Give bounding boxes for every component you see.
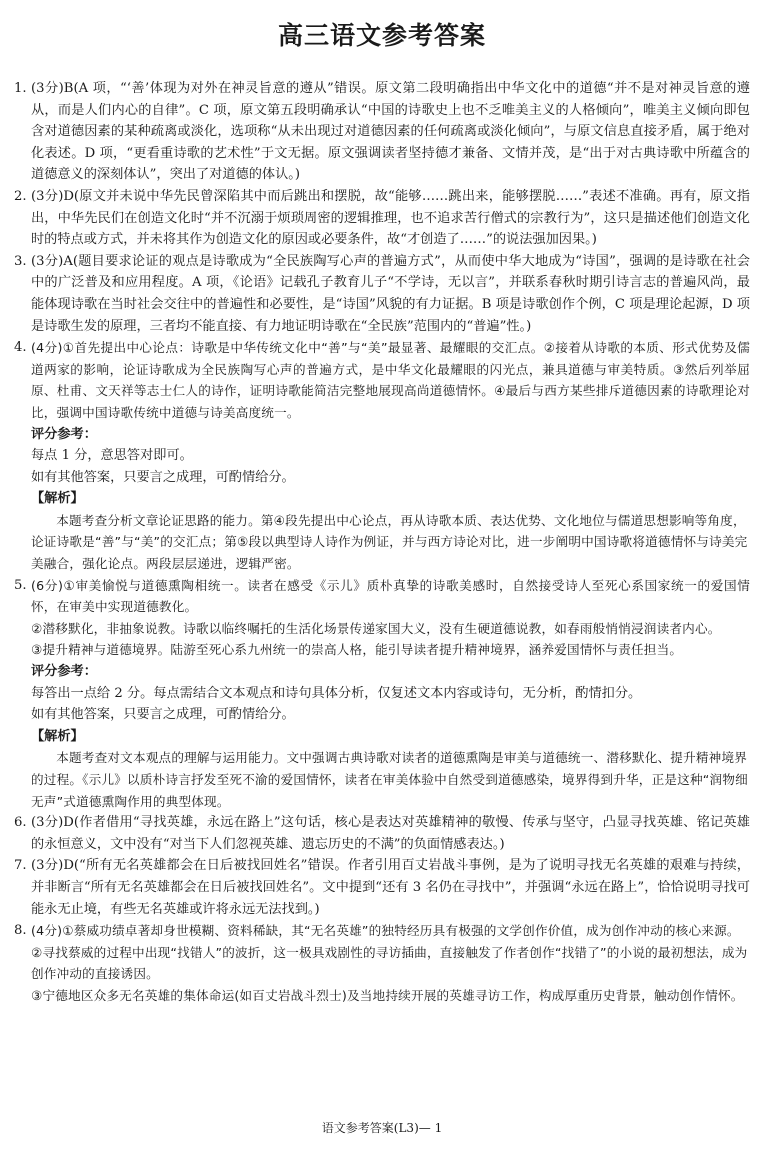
analysis-text: 本题考查对文本观点的理解与运用能力。文中强调古典诗歌对读者的道德熏陶是审美与道德统一、潜移默化、提升精神境界的过程。《示儿》以质朴诗言抒发至死不渝的爱国情怀，读者在审美体验中自然受到道德感染，境界得到升华，正是这种“润物细无声”式道德熏陶作用的典型体现。: [31, 750, 748, 809]
analysis-text: 本题考查分析文章论证思路的能力。第④段先提出中心论点，再从诗歌本质、表达优势、文化地位与儒道思想影响等角度，论证诗歌是“善”与“美”的交汇点；第⑤段以典型诗人诗作为例证，并与西方诗论对比，进一步阐明中国诗歌将道德情怀与诗美完美融合，强化论点。两段层层递进，逻辑严密。: [31, 512, 748, 572]
answer-item-5: [14, 575, 750, 618]
analysis-heading: 【解析】: [31, 491, 84, 507]
answer-point: ③提升精神与道德境界。陆游至死心系九州统一的崇高人格，能引导读者提升精神境界，涵养爱国情怀与责任担当。: [31, 642, 683, 658]
item-number: 3.: [14, 253, 27, 269]
item-number: 2.: [14, 188, 27, 204]
answer-text: (3分)D(作者借用“寻找英雄，永远在路上”这句话，核心是表达对英雄精神的敬慢、传承与坚守，凸显寻找英雄、铭记英雄的永恒意义，文中没有“对当下人们忽视英雄、遗忘历史的不满”的负面情感表达。): [31, 815, 750, 852]
answer-item-2: [14, 186, 750, 251]
item-number: 7.: [14, 858, 27, 874]
answer-item-3: [14, 251, 750, 337]
scoring-reference-line: 如有其他答案，只要言之成理，可酌情给分。: [31, 707, 295, 723]
answer-item-1: [14, 78, 750, 186]
scoring-reference-line: 每答出一点给 2 分。每点需结合文本观点和诗句具体分析，仅复述文本内容或诗句，无分析，酌情扣分。: [31, 685, 642, 701]
item-number: 5.: [14, 577, 27, 593]
item-number: 1.: [14, 81, 27, 96]
analysis-heading: 【解析】: [31, 728, 84, 744]
answer-item-4: [14, 337, 750, 423]
answer-point: ③宁德地区众多无名英雄的集体命运(如百丈岩战斗烈士)及当地持续开展的英雄寻访工作，构成厚重历史背景，触动创作情怀。: [31, 987, 744, 1003]
answer-item-7: [14, 855, 750, 920]
scoring-reference-heading: 评分参考：: [31, 664, 97, 680]
item-number: 8.: [14, 923, 27, 939]
answer-text: (3分)D(原文并未说中华先民曾深陷其中而后跳出和摆脱，故“能够……跳出来，能够摆脱……”表述不准确。再有，原文指出，中华先民们在创造文化时“并不沉溺于烦琐周密的逻辑推理，也不追求苦行僧式的宗教行为”，这只是描述他们创造文化时的特点或方式，并未将其作为创造文化的原因或必要条件，故“才创造了……”的说法强加因果。): [31, 188, 750, 248]
answer-item-8: [14, 920, 750, 942]
scoring-reference-line: 每点 1 分，意思答对即可。: [31, 448, 193, 464]
scoring-reference-line: 如有其他答案，只要言之成理，可酌情给分。: [31, 469, 295, 485]
answer-point: (4分)①蔡威功绩卓著却身世模糊、资料稀缺，其“无名英雄”的独特经历具有极强的文学创作价值，成为创作冲动的核心来源。: [31, 923, 740, 939]
answer-text: (4分)①首先提出中心论点：诗歌是中华传统文化中“善”与“美”最显著、最耀眼的交汇点。②接着从诗歌的本质、形式优势及儒道两家的影响，论证诗歌成为全民族陶写心声的普遍方式，是中华文化最耀眼的闪光点，兼具道德与审美特质。③然后列举屈原、杜甫、文天祥等志士仁人的诗作，证明诗歌能简洁完整地展现高尚道德情怀。④最后与西方某些排斥道德因素的诗歌理论对比，强调中国诗歌传统中道德与诗美高度统一。: [31, 340, 750, 420]
item-number: 6.: [14, 815, 27, 831]
page-footer: 语文参考答案(L3)— 1: [321, 1121, 443, 1135]
answer-text: (3分)A(题目要求论证的观点是诗歌成为“全民族陶写心声的普遍方式”，从而使中华大地成为“诗国”，强调的是诗歌在社会中的广泛普及和应用程度。A 项，《论语》记载孔子教育儿子“不学诗，无以言”，并联系春秋时期引诗言志的普遍风尚，最能体现诗歌在当时社会交往中的普遍性和必要性，是“诗国”风貌的有力证据。B 项是诗歌创作个例，C 项是理论起源，D 项是诗歌生发的原理，三者均不能直接、有力地证明诗歌在“全民族”范围内的“普遍”性。): [31, 253, 750, 334]
page-title: 高三语文参考答案: [277, 21, 486, 50]
scoring-reference-heading: 评分参考：: [31, 426, 97, 442]
answer-point: ②潜移默化，非抽象说教。诗歌以临终嘱托的生活化场景传递家国大义，没有生硬道德说教，如春雨般悄悄浸润读者内心。: [31, 620, 721, 636]
answer-text: (3分)B(A 项，“‘善’体现为对外在神灵旨意的遵从”错误。原文第二段明确指出中华文化中的道德“并不是对神灵旨意的遵从，而是人们内心的自律”。C 项，原文第五段明确承认“中国的诗歌史上也不乏唯美主义的人格倾向”，唯美主义倾向即包含对道德因素的某种疏离或淡化，选项称“从未出现过对道德因素的任何疏离或淡化倾向”，与原文信息直接矛盾，属于绝对化表述。D 项，“更看重诗歌的艺术性”于文无据。原文强调读者坚持德才兼备、文情并茂，是“出于对古典诗歌中所蕴含的道德意义的深刻体认”，突出了对道德的体认。): [31, 81, 750, 183]
answer-point: (6分)①审美愉悦与道德熏陶相统一。读者在感受《示儿》质朴真挚的诗歌美感时，自然接受诗人至死心系国家统一的爱国情怀，在审美中实现道德教化。: [31, 577, 750, 615]
answer-point: ②寻找蔡威的过程中出现“找错人”的波折，这一极具戏剧性的寻访插曲，直接触发了作者创作“找错了”的小说的最初想法，成为创作冲动的直接诱因。: [31, 944, 748, 982]
item-number: 4.: [14, 340, 27, 356]
answer-item-6: [14, 812, 750, 855]
answer-text: (3分)D(“所有无名英雄都会在日后被找回姓名”错误。作者引用百丈岩战斗事例，是为了说明寻找无名英雄的艰难与持续，并非断言“所有无名英雄都会在日后被找回姓名”。文中提到“还有 3 名仍在寻找中”，并强调“永远在路上”，恰恰说明寻找可能永无止境，有些无名英雄或许将永远无法找到。): [31, 858, 750, 917]
